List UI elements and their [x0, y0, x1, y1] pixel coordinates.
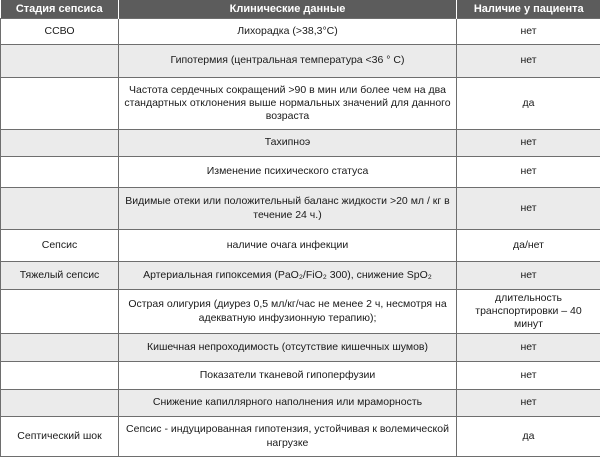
table-row	[1, 390, 600, 417]
clinical-cell: Частота сердечных сокращений >90 в мин или более чем на два стандартных отклонения выше нормальных значений для данного возраста	[119, 78, 457, 130]
table-row	[1, 45, 600, 78]
table-row	[1, 334, 600, 362]
presence-cell: нет	[457, 19, 600, 45]
header-stage: Стадия сепсиса	[1, 0, 119, 19]
presence-cell: нет	[457, 362, 600, 390]
clinical-cell: Острая олигурия (диурез 0,5 мл/кг/час не менее 2 ч, несмотря на адекватную инфузионную терапию);	[119, 290, 457, 334]
clinical-cell: Гипотермия (центральная температура <36 ° С)	[119, 45, 457, 78]
stage-cell	[1, 188, 119, 230]
stage-cell	[1, 390, 119, 417]
presence-cell: да	[457, 417, 600, 457]
clinical-cell: Снижение капиллярного наполнения или мраморность	[119, 390, 457, 417]
table-row	[1, 130, 600, 157]
stage-cell	[1, 130, 119, 157]
table-row	[1, 262, 600, 290]
stage-cell	[1, 290, 119, 334]
presence-cell: нет	[457, 262, 600, 290]
clinical-cell: Артериальная гипоксемия (PaO₂/FiO₂ 300), снижение SpO₂	[119, 262, 457, 290]
presence-cell: нет	[457, 130, 600, 157]
table-row	[1, 78, 600, 130]
header-clinical: Клинические данные	[119, 0, 457, 19]
clinical-cell: Изменение психического статуса	[119, 157, 457, 188]
clinical-cell: Видимые отеки или положительный баланс жидкости >20 мл / кг в течение 24 ч.)	[119, 188, 457, 230]
table-row	[1, 19, 600, 45]
stage-cell	[1, 334, 119, 362]
presence-cell: нет	[457, 157, 600, 188]
presence-cell: нет	[457, 188, 600, 230]
table-row	[1, 290, 600, 334]
table-row	[1, 188, 600, 230]
stage-cell	[1, 45, 119, 78]
stage-cell: Септический шок	[1, 417, 119, 457]
clinical-cell: Лихорадка (>38,3°С)	[119, 19, 457, 45]
clinical-cell: Тахипноэ	[119, 130, 457, 157]
table-row	[1, 362, 600, 390]
presence-cell: нет	[457, 390, 600, 417]
stage-cell: Сепсис	[1, 230, 119, 262]
table-row	[1, 230, 600, 262]
stage-cell	[1, 78, 119, 130]
stage-cell: Тяжелый сепсис	[1, 262, 119, 290]
stage-cell	[1, 157, 119, 188]
stage-cell: ССВО	[1, 19, 119, 45]
table-row	[1, 417, 600, 457]
presence-cell: нет	[457, 45, 600, 78]
header-row	[1, 0, 600, 19]
clinical-cell: Показатели тканевой гипоперфузии	[119, 362, 457, 390]
presence-cell: длительность транспортировки – 40 минут	[457, 290, 600, 334]
clinical-cell: наличие очага инфекции	[119, 230, 457, 262]
stage-cell	[1, 362, 119, 390]
presence-cell: да/нет	[457, 230, 600, 262]
clinical-cell: Кишечная непроходимость (отсутствие кишечных шумов)	[119, 334, 457, 362]
presence-cell: нет	[457, 334, 600, 362]
clinical-cell: Сепсис - индуцированная гипотензия, устойчивая к волемической нагрузке	[119, 417, 457, 457]
presence-cell: да	[457, 78, 600, 130]
header-presence: Наличие у пациента	[457, 0, 600, 19]
table-row	[1, 157, 600, 188]
